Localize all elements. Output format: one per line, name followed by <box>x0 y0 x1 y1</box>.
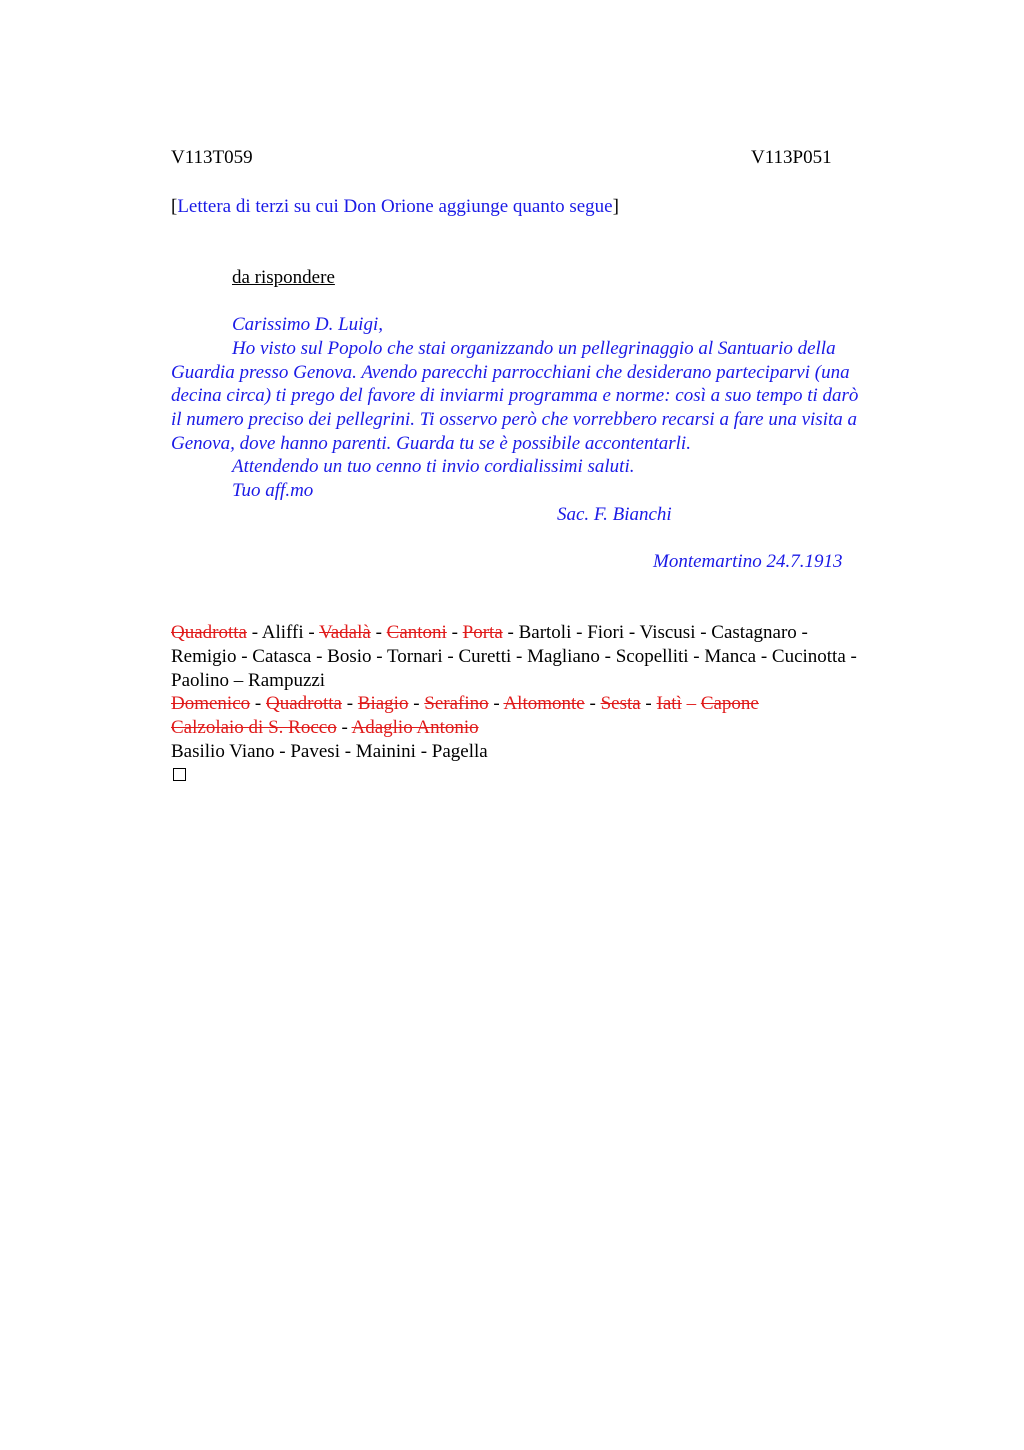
struck-name: Domenico <box>171 693 251 714</box>
names-line-5 <box>171 716 479 740</box>
struck-name: Adaglio Antonio <box>351 717 479 738</box>
separator: - <box>246 622 262 643</box>
letter-closing-line: Attendendo un tuo cenno ti invio cordialissimi saluti. <box>232 456 635 477</box>
editorial-note-close-bracket: ] <box>612 196 619 217</box>
struck-name: Porta <box>462 622 503 643</box>
letter-salutation: Carissimo D. Luigi, <box>232 314 383 335</box>
separator: - <box>370 622 387 643</box>
separator: - <box>250 693 266 714</box>
separator: - <box>408 693 425 714</box>
struck-name: Serafino <box>424 693 489 714</box>
letter-body-line: Ho visto sul Popolo che stai organizzando un pellegrinaggio al Santuario della <box>232 338 836 359</box>
editorial-note <box>171 195 619 219</box>
struck-name: Quadrotta <box>265 693 342 714</box>
struck-name: Iatì <box>656 693 682 714</box>
struck-name: Altomonte <box>503 693 585 714</box>
letter-signature: Sac. F. Bianchi <box>557 504 672 525</box>
struck-name: Vadalà <box>319 622 371 643</box>
end-mark-box-icon <box>173 768 186 781</box>
letter-body-line: il numero preciso dei pellegrini. Ti osservo però che vorrebbero recarsi a fare una visita a <box>171 409 858 430</box>
struck-name: Quadrotta <box>171 622 247 643</box>
name: Aliffi <box>261 622 304 643</box>
separator: - <box>640 693 657 714</box>
names-line-4 <box>171 692 759 716</box>
editorial-note-text: Lettera di terzi su cui Don Orione aggiunge quanto segue <box>177 196 613 217</box>
names-line-1 <box>171 621 808 645</box>
separator: – <box>681 693 701 714</box>
letter-closing: Tuo aff.mo <box>232 480 314 501</box>
letter-body-line: Guardia presso Genova. Avendo parecchi parrocchiani che desiderano parteciparvi (una <box>171 362 850 383</box>
document-code-left: V113T059 <box>171 147 253 168</box>
names-line-6: Basilio Viano - Pavesi - Mainini - Pagella <box>171 741 488 762</box>
struck-name: Capone <box>700 693 759 714</box>
separator: - <box>446 622 463 643</box>
struck-name: Cantoni <box>386 622 447 643</box>
separator: - <box>584 693 601 714</box>
names-text: - Bartoli - Fiori - Viscusi - Castagnaro - <box>502 622 808 643</box>
editorial-note-open-bracket: [ <box>171 196 178 217</box>
annotation-da-rispondere: da rispondere <box>232 267 335 288</box>
letter-place-date: Montemartino 24.7.1913 <box>653 551 843 572</box>
struck-name: Calzolaio di S. Rocco <box>171 717 337 738</box>
separator: - <box>488 693 504 714</box>
names-line-3: Paolino – Rampuzzi <box>171 670 326 691</box>
separator: - <box>341 693 358 714</box>
letter-body-line: Genova, dove hanno parenti. Guarda tu se è possibile accontentarli. <box>171 433 691 454</box>
struck-name: Biagio <box>357 693 409 714</box>
separator: - <box>336 717 352 738</box>
separator: - <box>303 622 320 643</box>
document-code-right: V113P051 <box>751 147 832 168</box>
letter-body-line: decina circa) ti prego del favore di inviarmi programma e norme: così a suo tempo ti darò <box>171 385 859 406</box>
names-line-2: Remigio - Catasca - Bosio - Tornari - Curetti - Magliano - Scopelliti - Manca - Cucinotta - <box>171 646 857 667</box>
struck-name: Sesta <box>600 693 641 714</box>
